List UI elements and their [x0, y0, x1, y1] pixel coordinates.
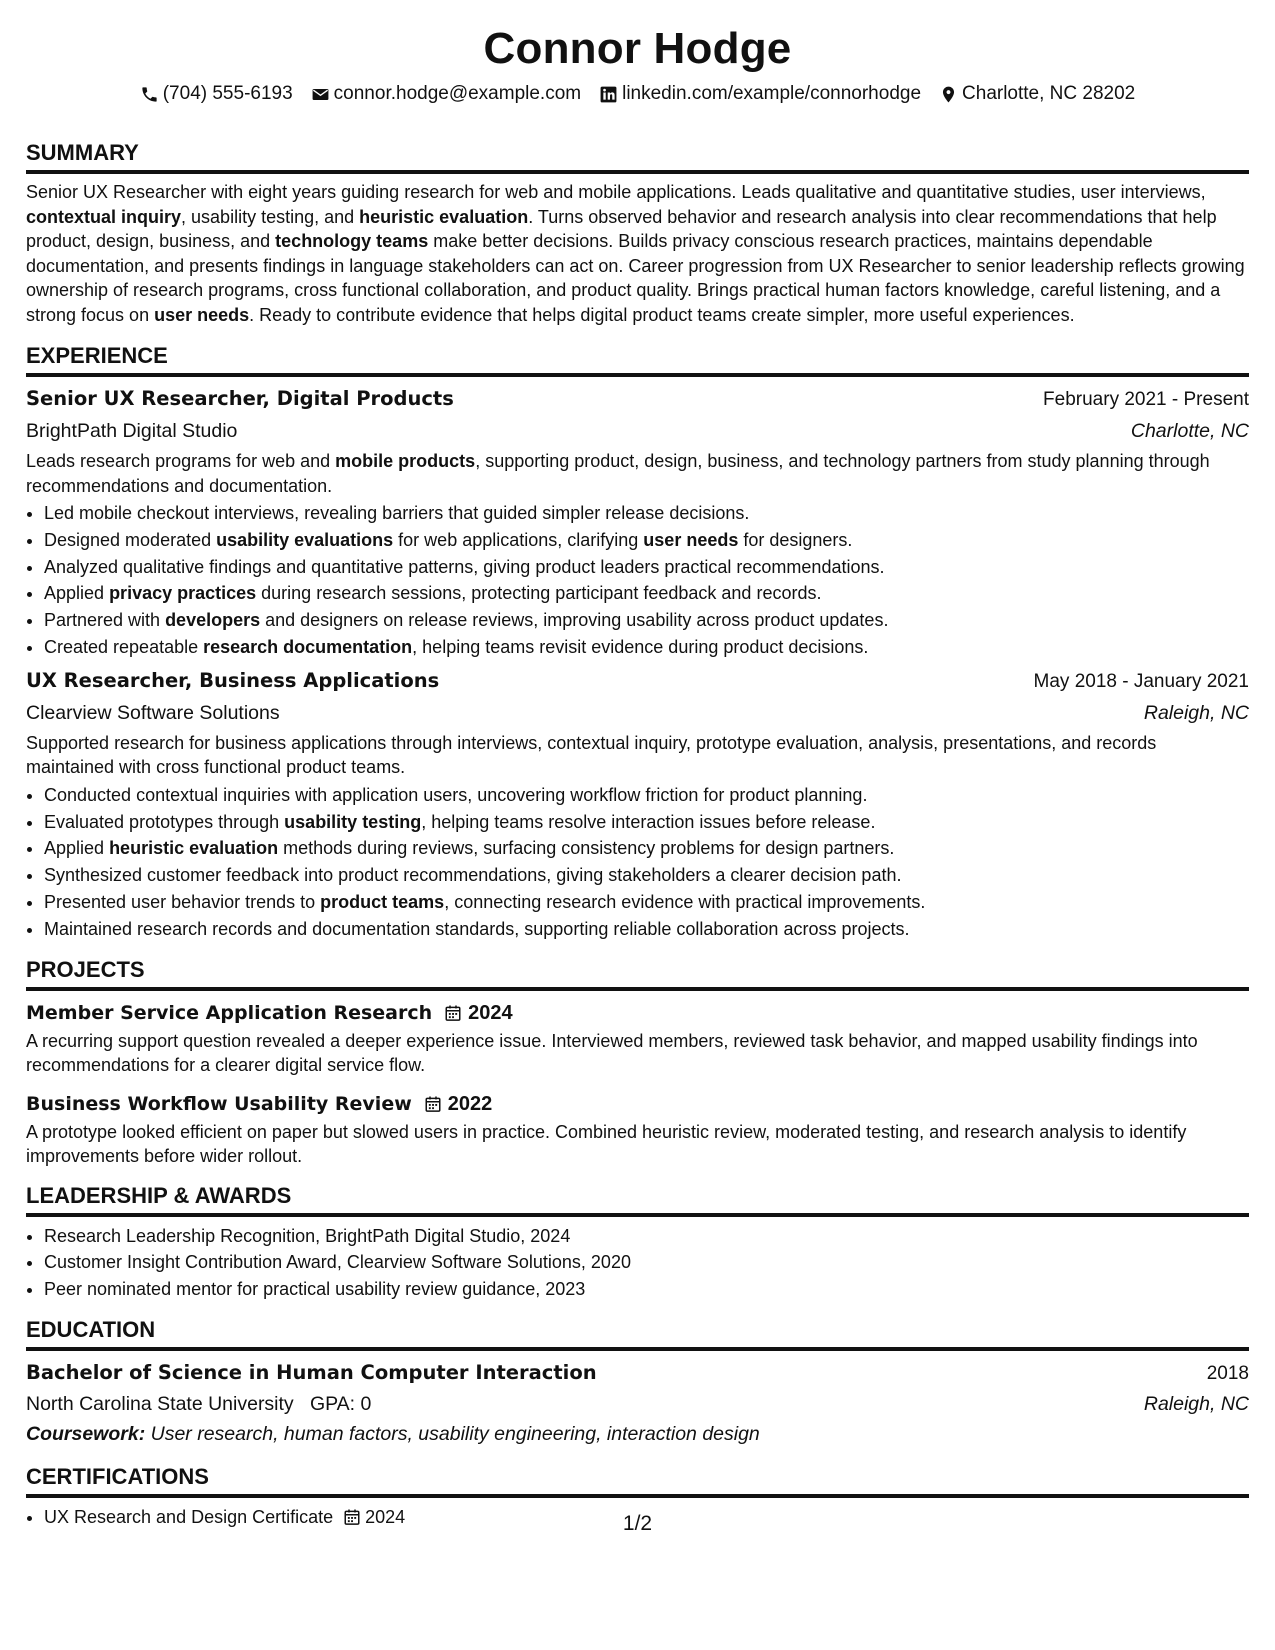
list-item: • Created repeatable research documentation, helping teams revisit evidence during product decisions.	[44, 634, 1249, 661]
projects-section	[26, 955, 1249, 1169]
job-bullets	[26, 782, 1249, 943]
map-pin-icon	[939, 85, 958, 104]
coursework-label: Coursework:	[26, 1422, 146, 1445]
list-item: • Evaluated prototypes through usability testing, helping teams resolve interaction issues before release.	[44, 809, 1249, 836]
location-text: Charlotte, NC 28202	[962, 83, 1136, 104]
project-year	[424, 1088, 493, 1120]
section-title-projects: PROJECTS	[26, 956, 145, 982]
school-line	[26, 1390, 371, 1418]
project-description: A prototype looked efficient on paper but slowed users in practice. Combined heuristic review, moderated testing, and research analysis to identify improvements before wider rollout.	[26, 1121, 1187, 1167]
phone-icon	[140, 85, 159, 104]
summary-keyword: user needs	[154, 304, 250, 325]
job-description: Supported research for business applications through interviews, contextual inquiry, prototype evaluation, analysis, presentations, and records maintained with cross functional product teams.	[26, 732, 1157, 778]
section-title-certifications: CERTIFICATIONS	[26, 1463, 209, 1489]
contact-phone	[140, 80, 293, 108]
section-divider	[26, 1347, 1249, 1351]
summary-part: make better decisions. Builds privacy conscious research practices, maintains dependable documentation, and presents findings in language stakeholders can act on. Career progression from UX Researcher to senior leadership reflects growing ownership of research programs, cross functional collaboration, and product quality. Brings practical human factors knowledge, careful listening, and a strong focus on	[26, 231, 1245, 325]
list-item: • Peer nominated mentor for practical usability review guidance, 2023	[44, 1276, 1249, 1303]
job-entry	[26, 665, 1249, 943]
phone-text: (704) 555-6193	[162, 83, 293, 104]
section-divider	[26, 987, 1249, 991]
summary-section	[26, 138, 1249, 327]
company-name: BrightPath Digital Studio	[26, 420, 238, 442]
desc-part: Leads research programs for web and	[26, 451, 336, 471]
list-item: • Led mobile checkout interviews, revealing barriers that guided simpler release decisions.	[44, 500, 1249, 527]
summary-part: , usability testing, and	[181, 206, 360, 227]
summary-keyword: technology teams	[275, 231, 429, 251]
coursework-text: User research, human factors, usability engineering, interaction design	[150, 1422, 760, 1445]
list-item: • Applied heuristic evaluation methods during reviews, surfacing consistency problems for design partners.	[44, 835, 1249, 862]
project-name: Business Workflow Usability Review	[26, 1092, 412, 1115]
job-description	[26, 449, 1249, 498]
list-item: • Synthesized customer feedback into product recommendations, giving stakeholders a clearer decision path.	[44, 862, 1249, 889]
contact-linkedin[interactable]	[599, 80, 921, 108]
section-title-experience: EXPERIENCE	[26, 343, 168, 368]
section-divider	[26, 170, 1249, 174]
project-description: A recurring support question revealed a deeper experience issue. Interviewed members, reviewed task behavior, and mapped usability findings into recommendations for a clearer digital service flow.	[26, 1030, 1198, 1076]
graduation-year: 2018	[1206, 1362, 1249, 1384]
leadership-list	[26, 1223, 1249, 1303]
summary-keyword: heuristic evaluation	[359, 206, 529, 227]
page-number: 1/2	[622, 1512, 653, 1535]
section-title-leadership: LEADERSHIP & AWARDS	[26, 1182, 292, 1208]
email-text[interactable]: connor.hodge@example.com	[333, 83, 582, 104]
summary-part: Senior UX Researcher with eight years guiding research for web and mobile applications. Leads qualitative and quantitative studies, user interviews,	[26, 182, 1206, 202]
company-name: Clearview Software Solutions	[26, 701, 280, 724]
cert-year-text: 2024	[365, 1506, 406, 1527]
desc-keyword: mobile products	[335, 451, 476, 471]
project-name: Member Service Application Research	[26, 1001, 433, 1024]
cert-name: • UX Research and Design Certificate	[44, 1506, 334, 1527]
calendar-icon	[424, 1095, 442, 1113]
gpa: GPA: 0	[309, 1392, 372, 1415]
envelope-icon	[311, 85, 330, 104]
candidate-name: Connor Hodge	[483, 24, 792, 73]
summary-text	[26, 180, 1249, 327]
job-dates: February 2021 - Present	[1043, 389, 1249, 410]
summary-keyword: contextual inquiry	[26, 206, 182, 227]
experience-section	[26, 341, 1249, 943]
job-title: Senior UX Researcher, Digital Products	[26, 387, 454, 410]
list-item: • Presented user behavior trends to product teams, connecting research evidence with practical improvements.	[44, 889, 1249, 916]
contact-location	[939, 80, 1135, 108]
list-item: • Designed moderated usability evaluations for web applications, clarifying user needs for designers.	[44, 527, 1249, 554]
project-year-text: 2024	[468, 1001, 513, 1024]
degree-name: Bachelor of Science in Human Computer Interaction	[26, 1360, 597, 1384]
linkedin-icon	[599, 85, 618, 104]
linkedin-text[interactable]: linkedin.com/example/connorhodge	[622, 83, 922, 104]
section-divider	[26, 1213, 1249, 1217]
section-divider	[26, 1494, 1249, 1498]
education-section	[26, 1315, 1249, 1450]
job-location: Raleigh, NC	[1143, 701, 1249, 724]
leadership-section	[26, 1181, 1249, 1303]
section-title-summary: SUMMARY	[26, 140, 139, 165]
project-year-text: 2022	[447, 1092, 493, 1115]
project-entry	[26, 997, 1249, 1078]
project-year	[444, 997, 513, 1029]
section-title-education: EDUCATION	[26, 1316, 156, 1342]
list-item: • Maintained research records and documentation standards, supporting reliable collaboration across projects.	[44, 916, 1249, 943]
list-item: • Applied privacy practices during research sessions, protecting participant feedback and records.	[44, 580, 1249, 607]
project-entry	[26, 1088, 1249, 1169]
list-item: • Partnered with developers and designers on release reviews, improving usability across product updates.	[44, 607, 1249, 634]
list-item: • Analyzed qualitative findings and quantitative patterns, giving product leaders practical recommendations.	[44, 554, 1249, 581]
job-dates: May 2018 - January 2021	[1033, 670, 1249, 692]
contact-email[interactable]	[311, 80, 581, 108]
job-title: UX Researcher, Business Applications	[26, 668, 440, 692]
school-location: Raleigh, NC	[1143, 1392, 1249, 1415]
contact-bar	[26, 80, 1249, 108]
job-entry	[26, 383, 1249, 661]
summary-part: . Turns observed behavior and research analysis into clear recommendations that help product, design, business, and	[26, 206, 1217, 251]
calendar-icon	[444, 1004, 462, 1022]
job-bullets	[26, 500, 1249, 661]
desc-part: , supporting product, design, business, and technology partners from study planning through recommendations and documentation.	[26, 451, 1210, 496]
list-item: • Customer Insight Contribution Award, Clearview Software Solutions, 2020	[44, 1249, 1249, 1276]
school-name: North Carolina State University	[26, 1392, 294, 1415]
section-divider	[26, 373, 1249, 377]
list-item: • Research Leadership Recognition, BrightPath Digital Studio, 2024	[44, 1223, 1249, 1250]
list-item: • Conducted contextual inquiries with application users, uncovering workflow friction for product planning.	[44, 782, 1249, 809]
job-location: Charlotte, NC	[1130, 420, 1249, 442]
coursework	[26, 1418, 1249, 1450]
summary-part: . Ready to contribute evidence that helps digital product teams create simpler, more useful experiences.	[249, 304, 1075, 325]
